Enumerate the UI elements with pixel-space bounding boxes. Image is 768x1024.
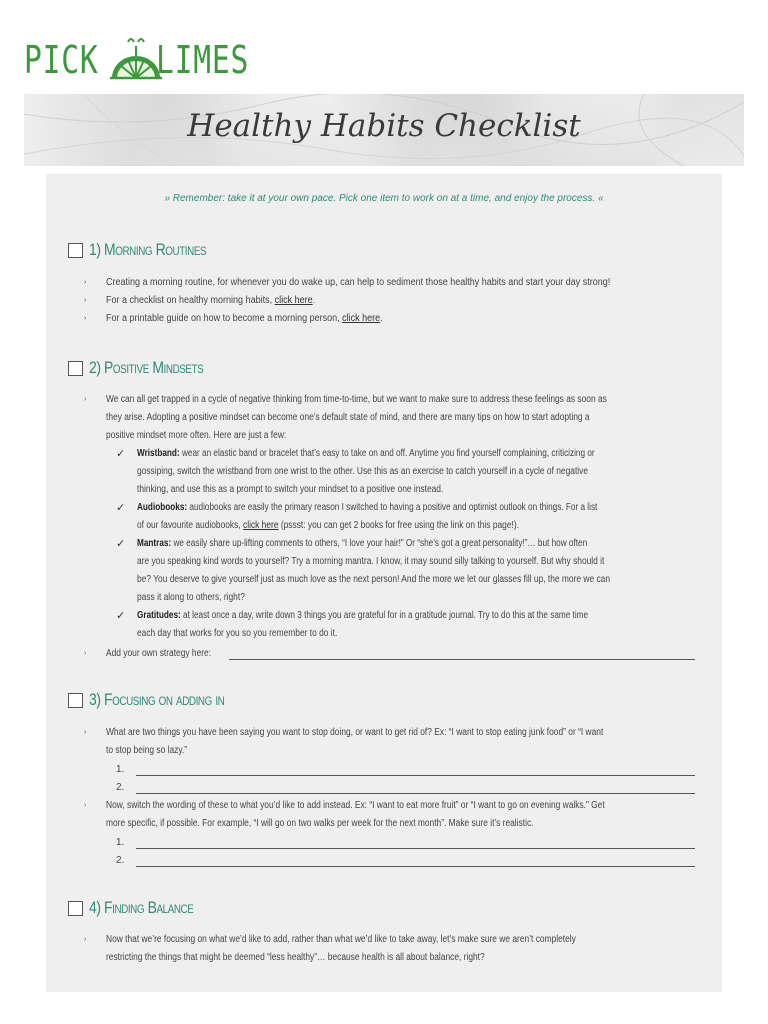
answer-number: 2.	[116, 782, 125, 793]
logo-text-pick: PICK	[24, 38, 99, 82]
checkbox-finding-balance[interactable]	[68, 901, 83, 916]
mantras-line-1: Mantras: we easily share up-lifting comments to others, “I love your hair!” Or “she’s got a great personality!”… but how often	[137, 538, 588, 549]
checkmark-icon: ✓	[116, 448, 126, 460]
answer-number: 1.	[116, 837, 125, 848]
s1-bullet-2: For a checklist on healthy morning habits, click here.	[106, 295, 316, 306]
section-heading-positive-mindsets: 2) Positive Mindsets	[68, 358, 228, 378]
morning-person-guide-link[interactable]: click here	[342, 313, 381, 324]
answer-input-line[interactable]	[136, 793, 695, 794]
bullet-arrow-icon: ›	[84, 936, 87, 943]
wristband-line-1: Wristband: wear an elastic band or bracelet that’s easy to take on and off. Anytime you find yourself complaining, criticizing or	[137, 448, 595, 459]
s2-intro-line-3: positive mindset more often. Here are just a few:	[106, 430, 287, 441]
bullet-arrow-icon: ›	[84, 297, 87, 304]
s4-bullet-line-1: Now that we’re focusing on what we’d like to add, rather than what we’d like to take away, let’s make sure we aren’t completely	[106, 934, 576, 945]
s3-q1-line-1: What are two things you have been saying you want to stop doing, or want to get rid of? Ex: “I want to stop eating junk food” or “I want	[106, 727, 604, 738]
checkbox-focusing-on-adding-in[interactable]	[68, 693, 83, 708]
answer-input-line[interactable]	[136, 775, 695, 776]
s2-intro-line-2: they arise. Adopting a positive mindset can become one’s default state of mind, and there are many tips on how to start adopting a	[106, 412, 590, 423]
s3-q1-line-2: to stop being so lazy.”	[106, 745, 188, 756]
gratitudes-line-1: Gratitudes: at least once a day, write down 3 things you are grateful for in a gratitude journal. Try to do this at the same time	[137, 610, 589, 621]
morning-habits-link[interactable]: click here	[274, 295, 313, 306]
mantras-line-4: pass it along to others, right?	[137, 592, 245, 603]
reminder-text: » Remember: take it at your own pace. Pick one item to work on at a time, and enjoy the process. «	[164, 193, 604, 204]
section-heading-focusing-on-adding-in: 3) Focusing on adding in	[68, 690, 254, 710]
checkbox-positive-mindsets[interactable]	[68, 361, 83, 376]
wristband-line-2: gossiping, switch the wristband from one wrist to the other. Use this as an exercise to catch yourself in a cycle of negative	[137, 466, 589, 477]
s4-bullet-line-2: restricting the things that might be deemed “less healthy”… because health is all about balance, right?	[106, 952, 485, 963]
bullet-arrow-icon: ›	[84, 279, 87, 286]
answer-input-line[interactable]	[136, 866, 695, 867]
checkbox-morning-routines[interactable]	[68, 243, 83, 258]
audiobooks-line-2: of our favourite audiobooks, click here (pssst: you can get 2 books for free using the link on this page!).	[137, 520, 519, 531]
section-heading-morning-routines: 1) Morning Routines	[68, 240, 232, 260]
checkmark-icon: ✓	[116, 502, 126, 514]
section-heading-finding-balance: 4) Finding Balance	[68, 898, 216, 918]
mantras-line-3: be? You deserve to give yourself just as much love as the next person! And the more we let our glasses fill up, the more we can	[137, 574, 611, 585]
s3-q2-line-2: more specific, if possible. For example, “I will go on two walks per week for the next month”. Make sure it’s realistic.	[106, 818, 534, 829]
bullet-arrow-icon: ›	[84, 315, 87, 322]
checkmark-icon: ✓	[116, 538, 126, 550]
answer-number: 2.	[116, 855, 125, 866]
gratitudes-line-2: each day that works for you so you remember to do it.	[137, 628, 338, 639]
own-strategy-label: Add your own strategy here:	[106, 648, 212, 659]
audiobooks-line-1: Audiobooks: audiobooks are easily the primary reason I switched to having a positive and optimist outlook on things. For a list	[137, 502, 598, 513]
title-banner	[24, 94, 744, 166]
bullet-arrow-icon: ›	[84, 729, 87, 736]
answer-number: 1.	[116, 764, 125, 775]
page-title: Healthy Habits Checklist	[187, 108, 581, 144]
wristband-line-3: thinking, and use this as a prompt to switch your mindset to a positive one instead.	[137, 484, 444, 495]
s3-q2-line-1: Now, switch the wording of these to what you’d like to add instead. Ex: “I want to eat more fruit” or “I want to go on evening walks.” Get	[106, 800, 605, 811]
mantras-line-2: are you speaking kind words to yourself? Try a morning mantra. I know, it may sound silly talking to yourself. But why should it	[137, 556, 605, 567]
bullet-arrow-icon: ›	[84, 650, 87, 657]
own-strategy-input-line[interactable]	[229, 659, 695, 660]
bullet-arrow-icon: ›	[84, 396, 87, 403]
s1-bullet-3: For a printable guide on how to become a morning person, click here.	[106, 313, 383, 324]
s2-intro-line-1: We can all get trapped in a cycle of negative thinking from time-to-time, but we want to make sure to address these feelings as soon as	[106, 394, 607, 405]
pick-up-limes-logo	[24, 32, 275, 88]
bullet-arrow-icon: ›	[84, 802, 87, 809]
audiobooks-link[interactable]: click here	[243, 520, 279, 531]
s1-bullet-1: Creating a morning routine, for whenever you do wake up, can help to sediment those healthy habits and start your day strong!	[106, 277, 611, 288]
logo-text-limes: LIMES	[155, 38, 249, 82]
checklist-panel	[46, 174, 722, 992]
answer-input-line[interactable]	[136, 848, 695, 849]
checkmark-icon: ✓	[116, 610, 126, 622]
